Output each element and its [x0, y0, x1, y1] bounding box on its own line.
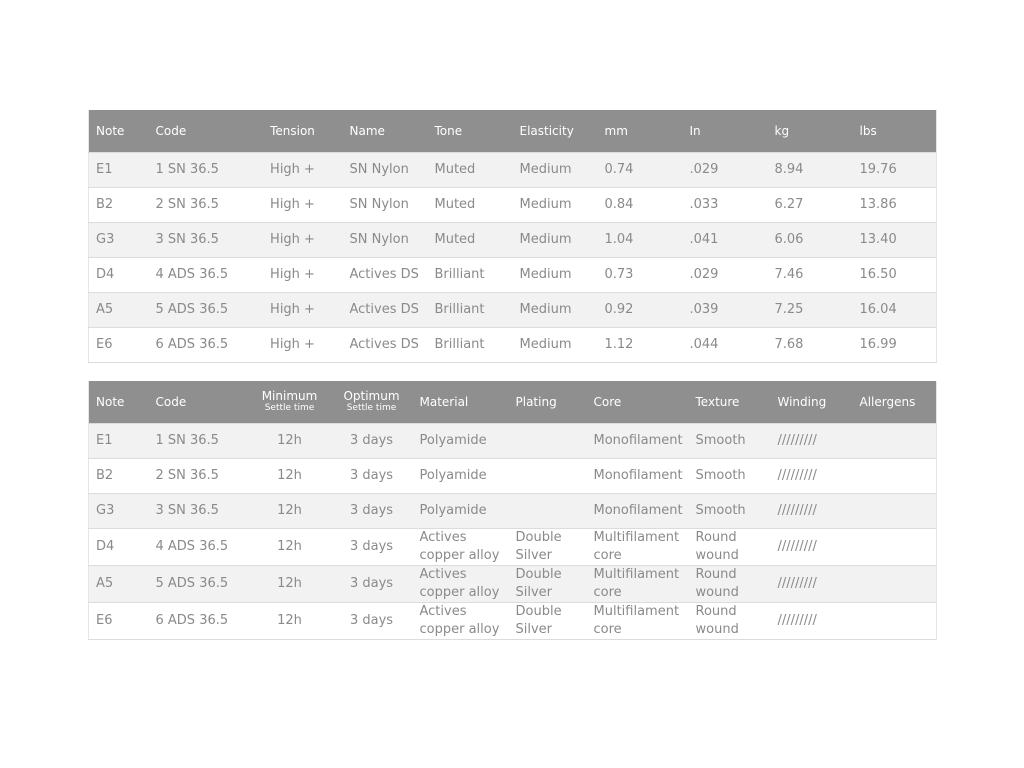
cell-tension: High +: [243, 222, 343, 257]
header-mm: mm: [598, 110, 683, 152]
cell-kg: 7.25: [768, 292, 853, 327]
string-specs-table: [88, 110, 937, 363]
cell-name: Actives DS: [343, 327, 428, 362]
cell-allergens: [853, 458, 937, 493]
cell-lbs: 13.40: [853, 222, 937, 257]
header-kg: kg: [768, 110, 853, 152]
cell-code: 1 SN 36.5: [149, 423, 249, 458]
cell-core: Monofilament: [587, 493, 689, 528]
cell-allergens: [853, 602, 937, 639]
cell-tension: High +: [243, 257, 343, 292]
table-row: [89, 602, 937, 639]
cell-code: 3 SN 36.5: [149, 493, 249, 528]
cell-texture: Round wound: [689, 602, 771, 639]
cell-in: .044: [683, 327, 768, 362]
cell-min: 12h: [249, 528, 331, 565]
cell-tension: High +: [243, 327, 343, 362]
cell-plating: [509, 423, 587, 458]
header-code: Code: [149, 381, 249, 423]
cell-code: 4 ADS 36.5: [149, 528, 249, 565]
cell-name: SN Nylon: [343, 187, 428, 222]
cell-elasticity: Medium: [513, 257, 598, 292]
cell-name: Actives DS: [343, 257, 428, 292]
cell-note: B2: [89, 187, 149, 222]
cell-min: 12h: [249, 423, 331, 458]
cell-texture: Smooth: [689, 458, 771, 493]
cell-note: E1: [89, 423, 149, 458]
table-row: [89, 292, 937, 327]
cell-elasticity: Medium: [513, 292, 598, 327]
cell-code: 3 SN 36.5: [149, 222, 243, 257]
header-plating: Plating: [509, 381, 587, 423]
header-in: In: [683, 110, 768, 152]
cell-plating: [509, 493, 587, 528]
cell-lbs: 16.04: [853, 292, 937, 327]
cell-name: Actives DS: [343, 292, 428, 327]
cell-lbs: 13.86: [853, 187, 937, 222]
cell-allergens: [853, 493, 937, 528]
table-header-row: [89, 381, 937, 423]
cell-code: 2 SN 36.5: [149, 458, 249, 493]
cell-winding: /////////: [771, 493, 853, 528]
header-code: Code: [149, 110, 243, 152]
cell-elasticity: Medium: [513, 187, 598, 222]
header-optimum-settle: [331, 381, 413, 423]
header-allergens: Allergens: [853, 381, 937, 423]
cell-note: D4: [89, 257, 149, 292]
cell-core: Multifilament core: [587, 565, 689, 602]
cell-opt: 3 days: [331, 493, 413, 528]
cell-lbs: 16.99: [853, 327, 937, 362]
cell-tension: High +: [243, 152, 343, 187]
cell-opt: 3 days: [331, 423, 413, 458]
cell-plating: Double Silver: [509, 565, 587, 602]
table-header-row: [89, 110, 937, 152]
cell-lbs: 19.76: [853, 152, 937, 187]
header-minimum-settle: [249, 381, 331, 423]
header-optimum-label: Optimum: [343, 389, 400, 404]
cell-elasticity: Medium: [513, 327, 598, 362]
cell-name: SN Nylon: [343, 152, 428, 187]
cell-code: 5 ADS 36.5: [149, 292, 243, 327]
cell-note: E1: [89, 152, 149, 187]
table-row: [89, 327, 937, 362]
cell-opt: 3 days: [331, 602, 413, 639]
cell-tension: High +: [243, 292, 343, 327]
cell-texture: Smooth: [689, 423, 771, 458]
cell-tone: Brilliant: [428, 292, 513, 327]
header-tone: Tone: [428, 110, 513, 152]
cell-kg: 6.06: [768, 222, 853, 257]
cell-mm: 0.74: [598, 152, 683, 187]
cell-mm: 0.84: [598, 187, 683, 222]
cell-winding: /////////: [771, 458, 853, 493]
table-row: [89, 493, 937, 528]
table-row: [89, 458, 937, 493]
cell-in: .029: [683, 257, 768, 292]
cell-material: Actives copper alloy: [413, 602, 509, 639]
cell-in: .029: [683, 152, 768, 187]
cell-opt: 3 days: [331, 458, 413, 493]
header-minimum-label: Minimum: [261, 389, 318, 404]
cell-tone: Brilliant: [428, 327, 513, 362]
cell-material: Polyamide: [413, 458, 509, 493]
cell-note: A5: [89, 565, 149, 602]
cell-min: 12h: [249, 493, 331, 528]
cell-lbs: 16.50: [853, 257, 937, 292]
cell-code: 2 SN 36.5: [149, 187, 243, 222]
cell-texture: Smooth: [689, 493, 771, 528]
cell-material: Actives copper alloy: [413, 528, 509, 565]
header-tension: Tension: [243, 110, 343, 152]
header-lbs: lbs: [853, 110, 937, 152]
cell-min: 12h: [249, 565, 331, 602]
header-elasticity: Elasticity: [513, 110, 598, 152]
header-note: Note: [89, 381, 149, 423]
cell-winding: /////////: [771, 602, 853, 639]
cell-in: .041: [683, 222, 768, 257]
header-note: Note: [89, 110, 149, 152]
cell-material: Polyamide: [413, 493, 509, 528]
cell-plating: Double Silver: [509, 528, 587, 565]
cell-core: Monofilament: [587, 423, 689, 458]
cell-winding: /////////: [771, 565, 853, 602]
cell-note: E6: [89, 327, 149, 362]
cell-note: E6: [89, 602, 149, 639]
cell-tone: Brilliant: [428, 257, 513, 292]
header-core: Core: [587, 381, 689, 423]
cell-texture: Round wound: [689, 528, 771, 565]
table-row: [89, 528, 937, 565]
cell-min: 12h: [249, 458, 331, 493]
table-row: [89, 187, 937, 222]
cell-code: 6 ADS 36.5: [149, 327, 243, 362]
cell-code: 4 ADS 36.5: [149, 257, 243, 292]
cell-elasticity: Medium: [513, 152, 598, 187]
cell-note: G3: [89, 493, 149, 528]
cell-tension: High +: [243, 187, 343, 222]
cell-winding: /////////: [771, 528, 853, 565]
cell-allergens: [853, 565, 937, 602]
cell-mm: 0.92: [598, 292, 683, 327]
cell-allergens: [853, 423, 937, 458]
cell-note: B2: [89, 458, 149, 493]
cell-code: 5 ADS 36.5: [149, 565, 249, 602]
cell-allergens: [853, 528, 937, 565]
cell-elasticity: Medium: [513, 222, 598, 257]
string-materials-table: [88, 381, 937, 640]
cell-kg: 7.68: [768, 327, 853, 362]
header-texture: Texture: [689, 381, 771, 423]
cell-core: Multifilament core: [587, 528, 689, 565]
header-name: Name: [343, 110, 428, 152]
cell-tone: Muted: [428, 187, 513, 222]
cell-material: Actives copper alloy: [413, 565, 509, 602]
cell-min: 12h: [249, 602, 331, 639]
cell-kg: 8.94: [768, 152, 853, 187]
cell-core: Multifilament core: [587, 602, 689, 639]
cell-note: G3: [89, 222, 149, 257]
header-minimum-sub: Settle time: [264, 403, 315, 414]
cell-in: .033: [683, 187, 768, 222]
cell-kg: 7.46: [768, 257, 853, 292]
table-row: [89, 565, 937, 602]
cell-note: D4: [89, 528, 149, 565]
cell-kg: 6.27: [768, 187, 853, 222]
header-optimum-sub: Settle time: [346, 403, 397, 414]
cell-tone: Muted: [428, 152, 513, 187]
cell-mm: 1.04: [598, 222, 683, 257]
cell-texture: Round wound: [689, 565, 771, 602]
cell-name: SN Nylon: [343, 222, 428, 257]
cell-in: .039: [683, 292, 768, 327]
cell-note: A5: [89, 292, 149, 327]
cell-plating: Double Silver: [509, 602, 587, 639]
table-row: [89, 257, 937, 292]
cell-mm: 1.12: [598, 327, 683, 362]
cell-opt: 3 days: [331, 528, 413, 565]
cell-material: Polyamide: [413, 423, 509, 458]
cell-code: 6 ADS 36.5: [149, 602, 249, 639]
cell-mm: 0.73: [598, 257, 683, 292]
cell-core: Monofilament: [587, 458, 689, 493]
table-row: [89, 222, 937, 257]
cell-code: 1 SN 36.5: [149, 152, 243, 187]
header-material: Material: [413, 381, 509, 423]
cell-opt: 3 days: [331, 565, 413, 602]
table-row: [89, 423, 937, 458]
header-winding: Winding: [771, 381, 853, 423]
cell-tone: Muted: [428, 222, 513, 257]
cell-plating: [509, 458, 587, 493]
cell-winding: /////////: [771, 423, 853, 458]
table-row: [89, 152, 937, 187]
